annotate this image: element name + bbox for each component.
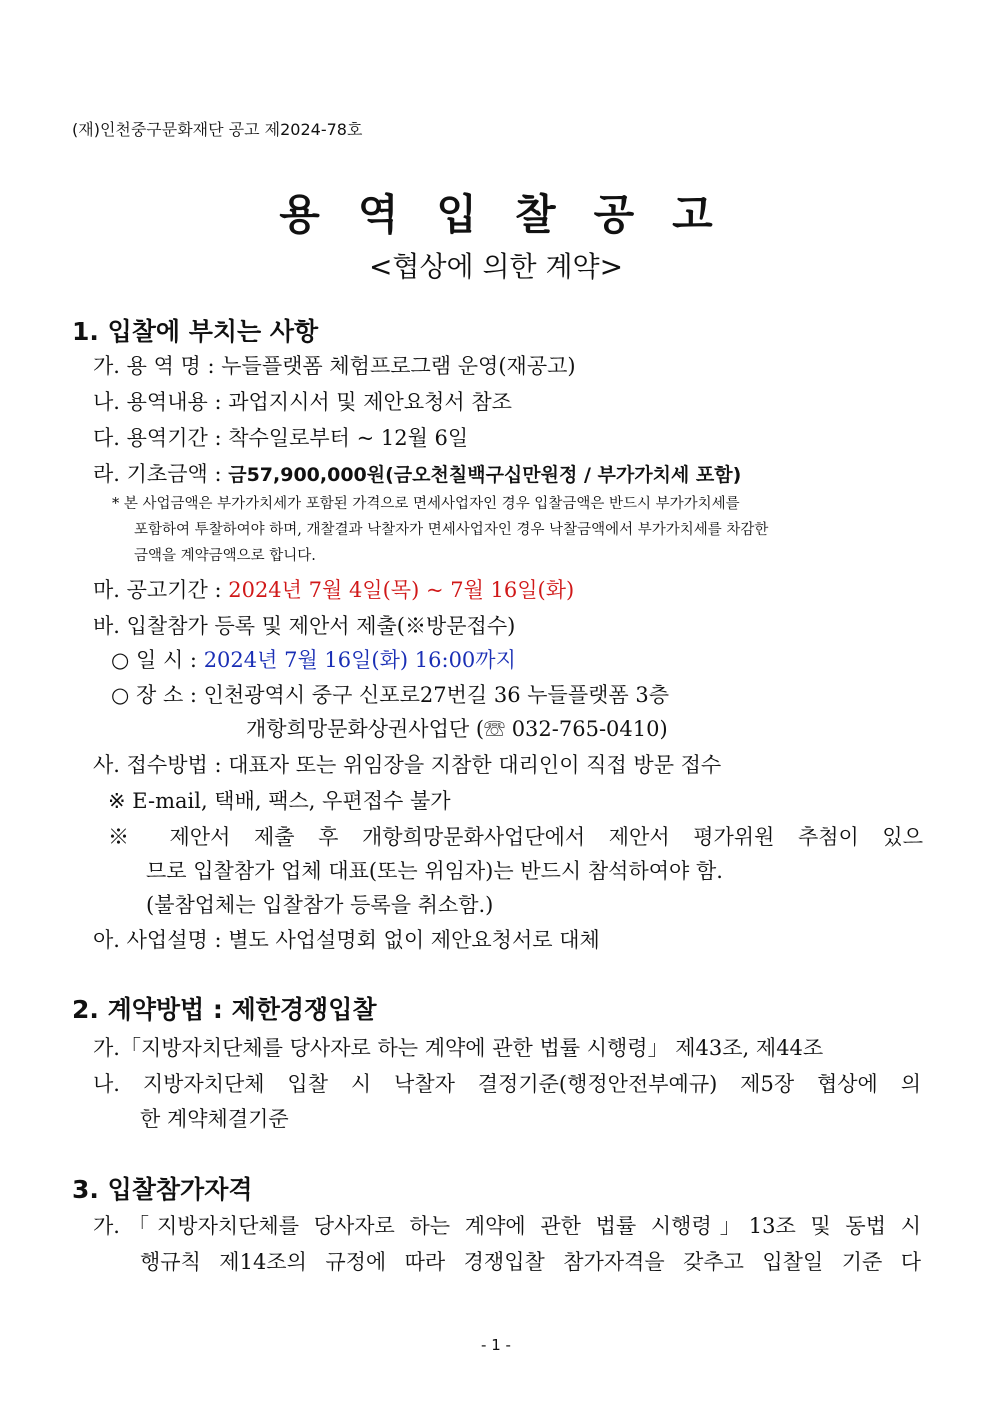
item-receipt-method: 사. 접수방법 : 대표자 또는 위임장을 지참한 대리인이 직접 방문 접수 bbox=[93, 753, 722, 777]
notice-number: (재)인천중구문화재단 공고 제2024-78호 bbox=[72, 120, 363, 139]
reference-evaluator bbox=[108, 821, 923, 851]
registration-date-label: ○ 일 시 : bbox=[111, 648, 204, 672]
item-registration: 바. 입찰참가 등록 및 제안서 제출(※방문접수) bbox=[93, 614, 516, 638]
qualification bbox=[93, 1210, 921, 1240]
reference-evaluator-line2: 므로 입찰참가 업체 대표(또는 위임자)는 반드시 참석하여야 함. bbox=[146, 859, 723, 883]
contract-law: 가.「지방자치단체를 당사자로 하는 계약에 관한 법률 시행령」 제43조, 제44조 bbox=[93, 1036, 824, 1060]
registration-date-value: 2024년 7월 16일(화) 16:00까지 bbox=[203, 648, 516, 672]
item-service-content: 나. 용역내용 : 과업지시서 및 제안요청서 참조 bbox=[93, 390, 512, 414]
page-title: 용역입찰공고 bbox=[279, 190, 751, 239]
item-notice-period bbox=[93, 574, 574, 604]
item-briefing: 아. 사업설명 : 별도 사업설명회 없이 제안요청서로 대체 bbox=[93, 928, 600, 952]
base-amount-label: 라. 기초금액 : bbox=[93, 462, 229, 486]
page-subtitle: <협상에 의한 계약> bbox=[368, 250, 624, 283]
section3-heading: 3. 입찰참가자격 bbox=[72, 1175, 253, 1204]
section1-heading: 1. 입찰에 부치는 사항 bbox=[72, 317, 319, 346]
item-service-name: 가. 용 역 명 : 누들플랫폼 체험프로그램 운영(재공고) bbox=[93, 354, 576, 378]
contract-criteria bbox=[93, 1068, 921, 1098]
notice-period-value: 2024년 7월 4일(목) ~ 7월 16일(화) bbox=[228, 578, 575, 602]
contract-criteria-line1: 나. 지방자치단체 입찰 시 낙찰자 결정기준(행정안전부예규) 제5장 협상에 의 bbox=[93, 1072, 921, 1096]
reference-evaluator-line1: ※ 제안서 제출 후 개항희망문화사업단에서 제안서 평가위원 추첨이 있으 bbox=[108, 825, 923, 849]
reference-no-mail: ※ E-mail, 택배, 팩스, 우편접수 불가 bbox=[108, 789, 451, 813]
qualification-line2: 행규칙 제14조의 규정에 따라 경쟁입찰 참가자격을 갖추고 입찰일 기준 다 bbox=[140, 1250, 921, 1274]
amount-note-line3: 금액을 계약금액으로 합니다. bbox=[134, 548, 316, 564]
notice-period-label: 마. 공고기간 : bbox=[93, 578, 229, 602]
section2-heading: 2. 계약방법 : 제한경쟁입찰 bbox=[72, 995, 377, 1024]
registration-place: ○ 장 소 : 인천광역시 중구 신포로27번길 36 누들플랫폼 3층 bbox=[111, 683, 669, 707]
qualification-line2-wrap bbox=[140, 1246, 921, 1276]
registration-place-office: 개항희망문화상권사업단 (☏ 032-765-0410) bbox=[246, 717, 668, 741]
registration-date bbox=[111, 644, 516, 674]
page-number: - 1 - bbox=[481, 1336, 511, 1354]
reference-evaluator-line3: (불참업체는 입찰참가 등록을 취소함.) bbox=[146, 893, 494, 917]
base-amount-value: 금57,900,000원(금오천칠백구십만원정 / 부가가치세 포함) bbox=[228, 464, 742, 486]
contract-criteria-line2: 한 계약체결기준 bbox=[140, 1107, 289, 1131]
amount-note-line2: 포함하여 투찰하여야 하며, 개찰결과 낙찰자가 면세사업자인 경우 낙찰금액에서 부가가치세를 차감한 bbox=[134, 522, 769, 538]
qualification-line1: 가.「지방자치단체를 당사자로 하는 계약에 관한 법률 시행령」13조 및 동법 시 bbox=[93, 1214, 921, 1238]
item-base-amount bbox=[93, 458, 741, 488]
item-service-period: 다. 용역기간 : 착수일로부터 ~ 12월 6일 bbox=[93, 426, 469, 450]
amount-note-line1: * 본 사업금액은 부가가치세가 포함된 가격으로 면세사업자인 경우 입찰금액은 반드시 부가가치세를 bbox=[112, 496, 740, 512]
